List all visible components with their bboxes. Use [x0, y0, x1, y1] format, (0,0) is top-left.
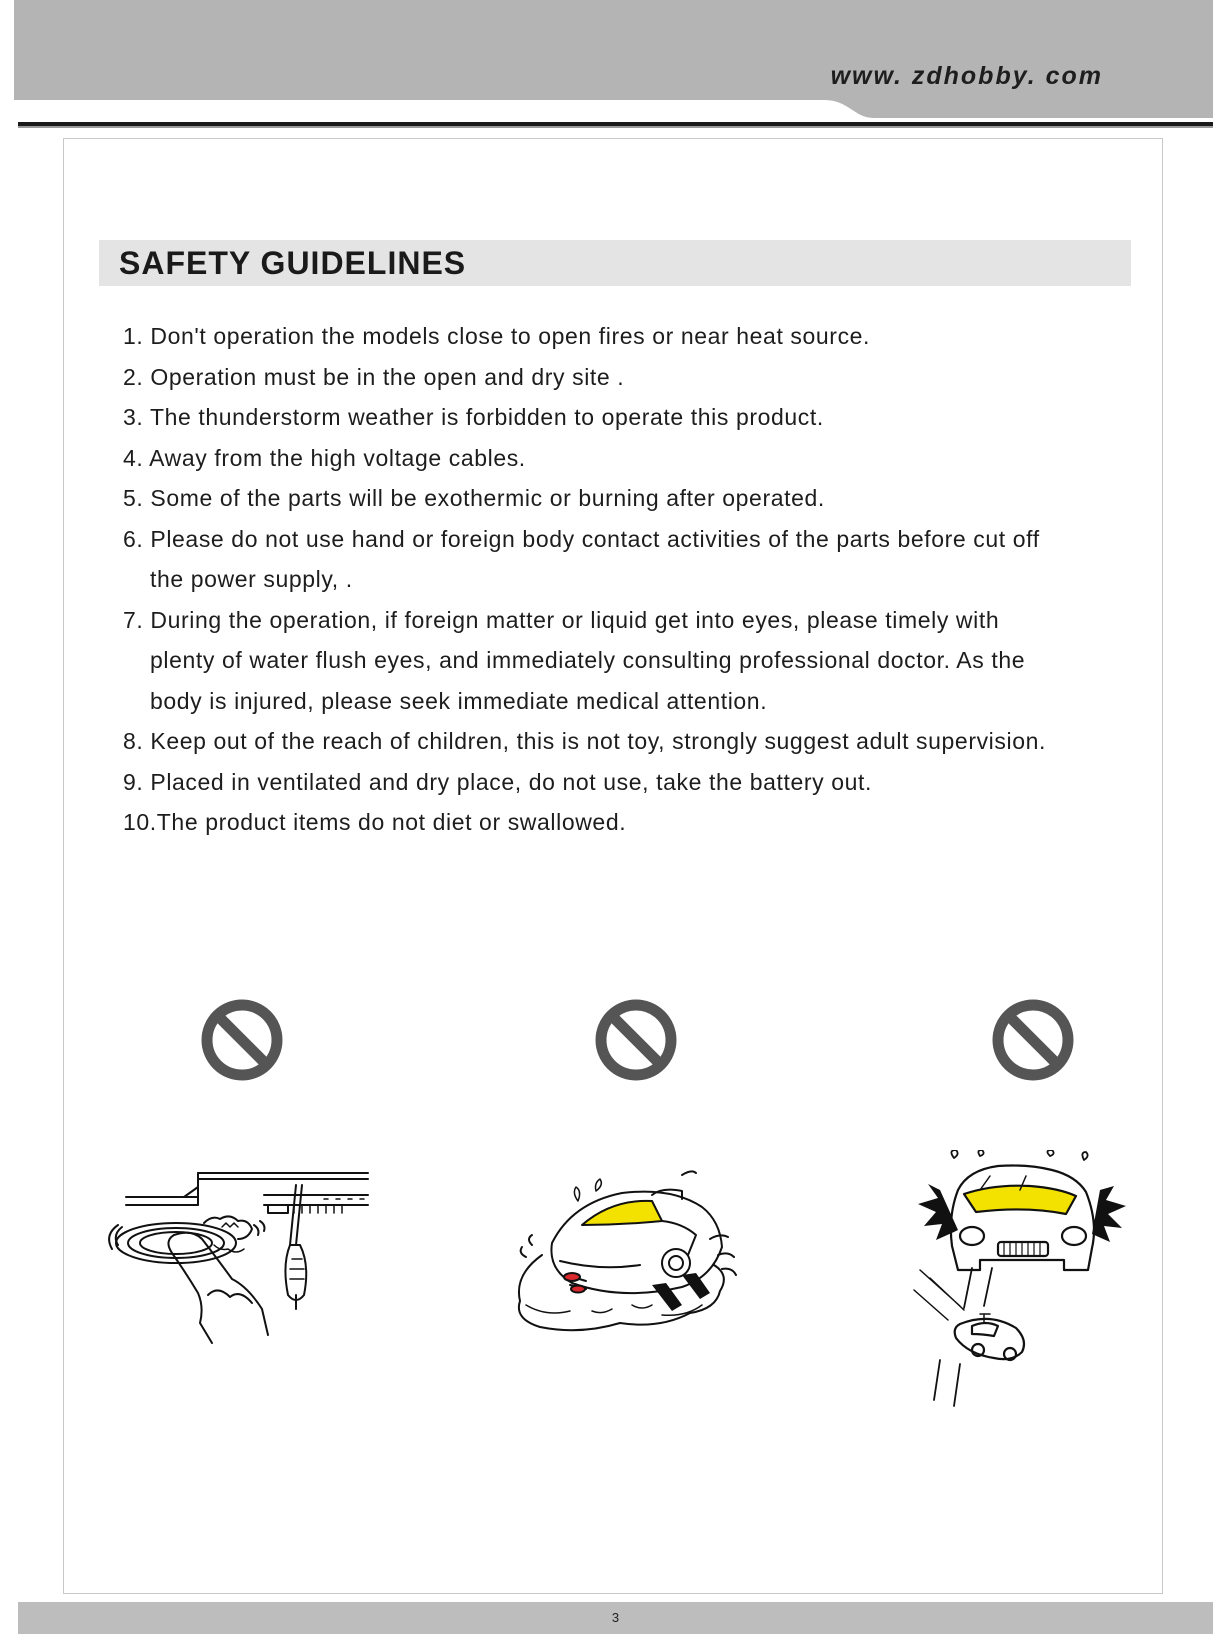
rule-number: 8. — [123, 728, 144, 754]
footer-band — [18, 1602, 1213, 1634]
header-band — [14, 0, 1213, 118]
rule-text: Please do not use hand or foreign body contact activities of the parts before cut off — [150, 525, 1040, 552]
rule-text: Placed in ventilated and dry place, do not use, take the battery out. — [150, 768, 873, 795]
rule-item — [123, 600, 1143, 722]
rule-text: The thunderstorm weather is forbidden to operate this product. — [149, 404, 824, 430]
website-url: www. zdhobby. com — [830, 62, 1103, 90]
car-in-water-puddle-illustration — [512, 1165, 746, 1340]
header-rule — [18, 122, 1213, 128]
prohibited-icon — [594, 998, 678, 1082]
rule-number: 10. — [123, 809, 157, 835]
rule-number: 5. — [123, 485, 144, 511]
rule-number: 1. — [123, 323, 144, 349]
rule-item — [123, 721, 1143, 762]
rule-number: 6. — [123, 525, 144, 552]
rule-text-continued: body is injured, please seek immediate medical attention. — [150, 687, 768, 714]
rule-text: Some of the parts will be exothermic or burning after operated. — [150, 485, 825, 511]
rule-item — [123, 357, 1143, 398]
page-title: SAFETY GUIDELINES — [119, 245, 467, 281]
rule-number: 9. — [123, 768, 144, 795]
rule-text: Keep out of the reach of children, this is not toy, strongly suggest adult supervision. — [150, 728, 1046, 754]
rule-number: 2. — [123, 363, 144, 390]
rule-text: The product items do not diet or swallowed. — [156, 809, 627, 835]
hand-touching-hot-motor-illustration — [104, 1165, 380, 1375]
rule-text: Away from the high voltage cables. — [149, 444, 526, 471]
rule-item — [123, 316, 1143, 357]
prohibited-icon — [200, 998, 284, 1082]
rule-item — [123, 397, 1143, 438]
rule-item — [123, 762, 1143, 803]
rule-item — [123, 438, 1143, 479]
car-crash-illustration — [910, 1150, 1132, 1410]
rule-item — [123, 519, 1143, 600]
prohibited-icon — [991, 998, 1075, 1082]
rule-text: Operation must be in the open and dry site . — [150, 363, 625, 390]
safety-rules-list — [123, 316, 1143, 843]
rule-text-continued: plenty of water flush eyes, and immediately consulting professional doctor. As the — [150, 647, 1026, 673]
page-number: 3 — [611, 1610, 620, 1625]
rule-text: During the operation, if foreign matter or liquid get into eyes, please timely with — [150, 606, 1000, 633]
rule-item — [123, 802, 1143, 843]
title-bar — [99, 240, 1131, 286]
rule-text: Don't operation the models close to open fires or near heat source. — [150, 323, 871, 349]
rule-number: 3. — [123, 404, 144, 430]
rule-item — [123, 478, 1143, 519]
rule-number: 7. — [123, 606, 144, 633]
rule-number: 4. — [123, 444, 144, 471]
rule-text-continued: the power supply, . — [150, 566, 353, 592]
